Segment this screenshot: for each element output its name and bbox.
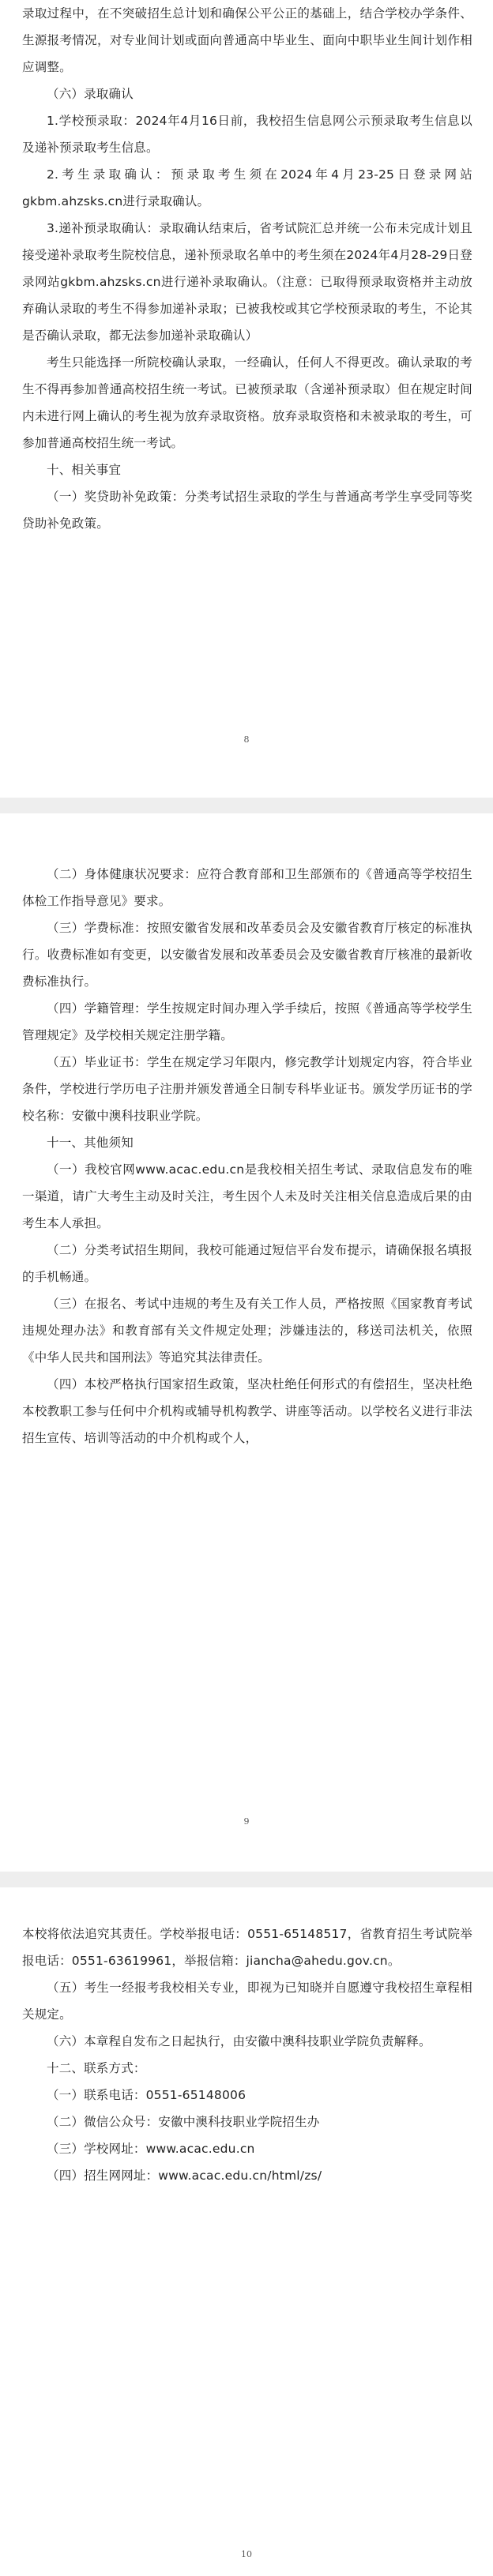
paragraph-pre-admission: 1.学校预录取：2024年4月16日前，我校招生信息网公示预录取考生信息以及递补预录取考生信息。: [22, 114, 472, 155]
paragraph-confirm-rules: 考生只能选择一所院校确认录取，一经确认，任何人不得更改。确认录取的考生不得再参加普通高校招生统一考试。已被预录取（含递补预录取）但在规定时间内未进行网上确认的考生视为放弃录取资格。放弃录取资格和未被录取的考生，可参加普通高校招生统一考试。: [22, 355, 472, 450]
paragraph-report-contacts: 本校将依法追究其责任。学校举报电话：0551-65148517，省教育招生考试院举报电话：0551-63619961，举报信箱：jiancha@ahedu.gov.cn。: [22, 1927, 472, 1968]
paragraph-official-website: （一）我校官网www.acac.edu.cn是我校相关招生考试、录取信息发布的唯一渠道，请广大考生主动及时关注，考生因个人未及时关注相关信息造成后果的由考生本人承担。: [22, 1162, 472, 1230]
contact-school-website: （三）学校网址：www.acac.edu.cn: [47, 2142, 255, 2156]
page-8-body: [22, 0, 472, 537]
heading-other-notes: 十一、其他须知: [47, 1136, 134, 1150]
heading-admission-confirmation: （六）录取确认: [47, 87, 134, 101]
page-separator: [0, 798, 493, 813]
page-10-body: [22, 1921, 472, 2189]
paragraph-admission-confirm: 2.考生录取确认：预录取考生须在2024年4月23-25日登录网站gkbm.ahzsks.cn进行录取确认。: [22, 167, 472, 208]
paragraph-financial-aid: （一）奖贷助补免政策：分类考试招生录取的学生与普通高考学生享受同等奖贷助补免政策。: [22, 490, 472, 531]
paragraph-supplementary-confirm: 3.递补预录取确认：录取确认结束后，省考试院汇总并统一公布未完成计划且接受递补录取考生院校信息，递补预录取名单中的考生须在2024年4月28-29日登录网站gkbm.ahzsks.cn进行递补录取确认。（注意：已取得预录取资格并主动放弃确认录取的考生不得参加递补录取；已被我校或其它学校预录取的考生，不论其是否确认录取，都无法参加递补录取确认）: [22, 221, 472, 343]
paragraph-paid-admission-ban: （四）本校严格执行国家招生政策，坚决杜绝任何形式的有偿招生，坚决杜绝本校教职工参与任何中介机构或辅导机构教学、讲座等活动。以学校名义进行非法招生宣传、培训等活动的中介机构或个人，: [22, 1377, 472, 1445]
contact-phone: （一）联系电话：0551-65148006: [47, 2088, 246, 2102]
page-9-body: [22, 861, 472, 1451]
page-number: 10: [241, 2549, 252, 2559]
paragraph-admission-adjustment: 录取过程中，在不突破招生总计划和确保公平公正的基础上，结合学校办学条件、生源报考情况，对专业间计划或面向普通高中毕业生、面向中职毕业生间计划作相应调整。: [22, 6, 472, 74]
paragraph-violation-handling: （三）在报名、考试中违规的考生及有关工作人员，严格按照《国家教育考试违规处理办法》和教育部有关文件规定处理；涉嫌违法的，移送司法机关，依照《中华人民共和国刑法》等追究其法律责任。: [22, 1297, 472, 1365]
paragraph-student-status: （四）学籍管理：学生按规定时间办理入学手续后，按照《普通高等学校学生管理规定》及学校相关规定注册学籍。: [22, 1001, 472, 1042]
document-page-8: [0, 0, 493, 798]
page-number: 8: [243, 734, 250, 745]
heading-related-matters: 十、相关事宜: [47, 463, 122, 477]
page-separator: [0, 1872, 493, 1887]
document-page-10: [0, 1887, 493, 2576]
contact-wechat: （二）微信公众号：安徽中澳科技职业学院招生办: [47, 2115, 320, 2129]
heading-contact-info: 十二、联系方式：: [47, 2061, 146, 2075]
paragraph-tuition-standard: （三）学费标准：按照安徽省发展和改革委员会及安徽省教育厅核定的标准执行。收费标准如有变更，以安徽省发展和改革委员会及安徽省教育厅核准的最新收费标准执行。: [22, 921, 472, 989]
paragraph-effective-date: （六）本章程自发布之日起执行，由安徽中澳科技职业学院负责解释。: [47, 2034, 431, 2048]
page-number: 9: [243, 1816, 250, 1827]
paragraph-compliance: （五）考生一经报考我校相关专业，即视为已知晓并自愿遵守我校招生章程相关规定。: [22, 1981, 472, 2022]
document-page-9: [0, 813, 493, 1872]
paragraph-sms-notice: （二）分类考试招生期间，我校可能通过短信平台发布提示，请确保报名填报的手机畅通。: [22, 1243, 472, 1284]
contact-admission-website: （四）招生网网址：www.acac.edu.cn/html/zs/: [47, 2169, 322, 2183]
paragraph-health-requirements: （二）身体健康状况要求：应符合教育部和卫生部颁布的《普通高等学校招生体检工作指导意见》要求。: [22, 867, 472, 908]
paragraph-graduation-certificate: （五）毕业证书：学生在规定学习年限内，修完教学计划规定内容，符合毕业条件，学校进行学历电子注册并颁发普通全日制专科毕业证书。颁发学历证书的学校名称：安徽中澳科技职业学院。: [22, 1055, 472, 1123]
